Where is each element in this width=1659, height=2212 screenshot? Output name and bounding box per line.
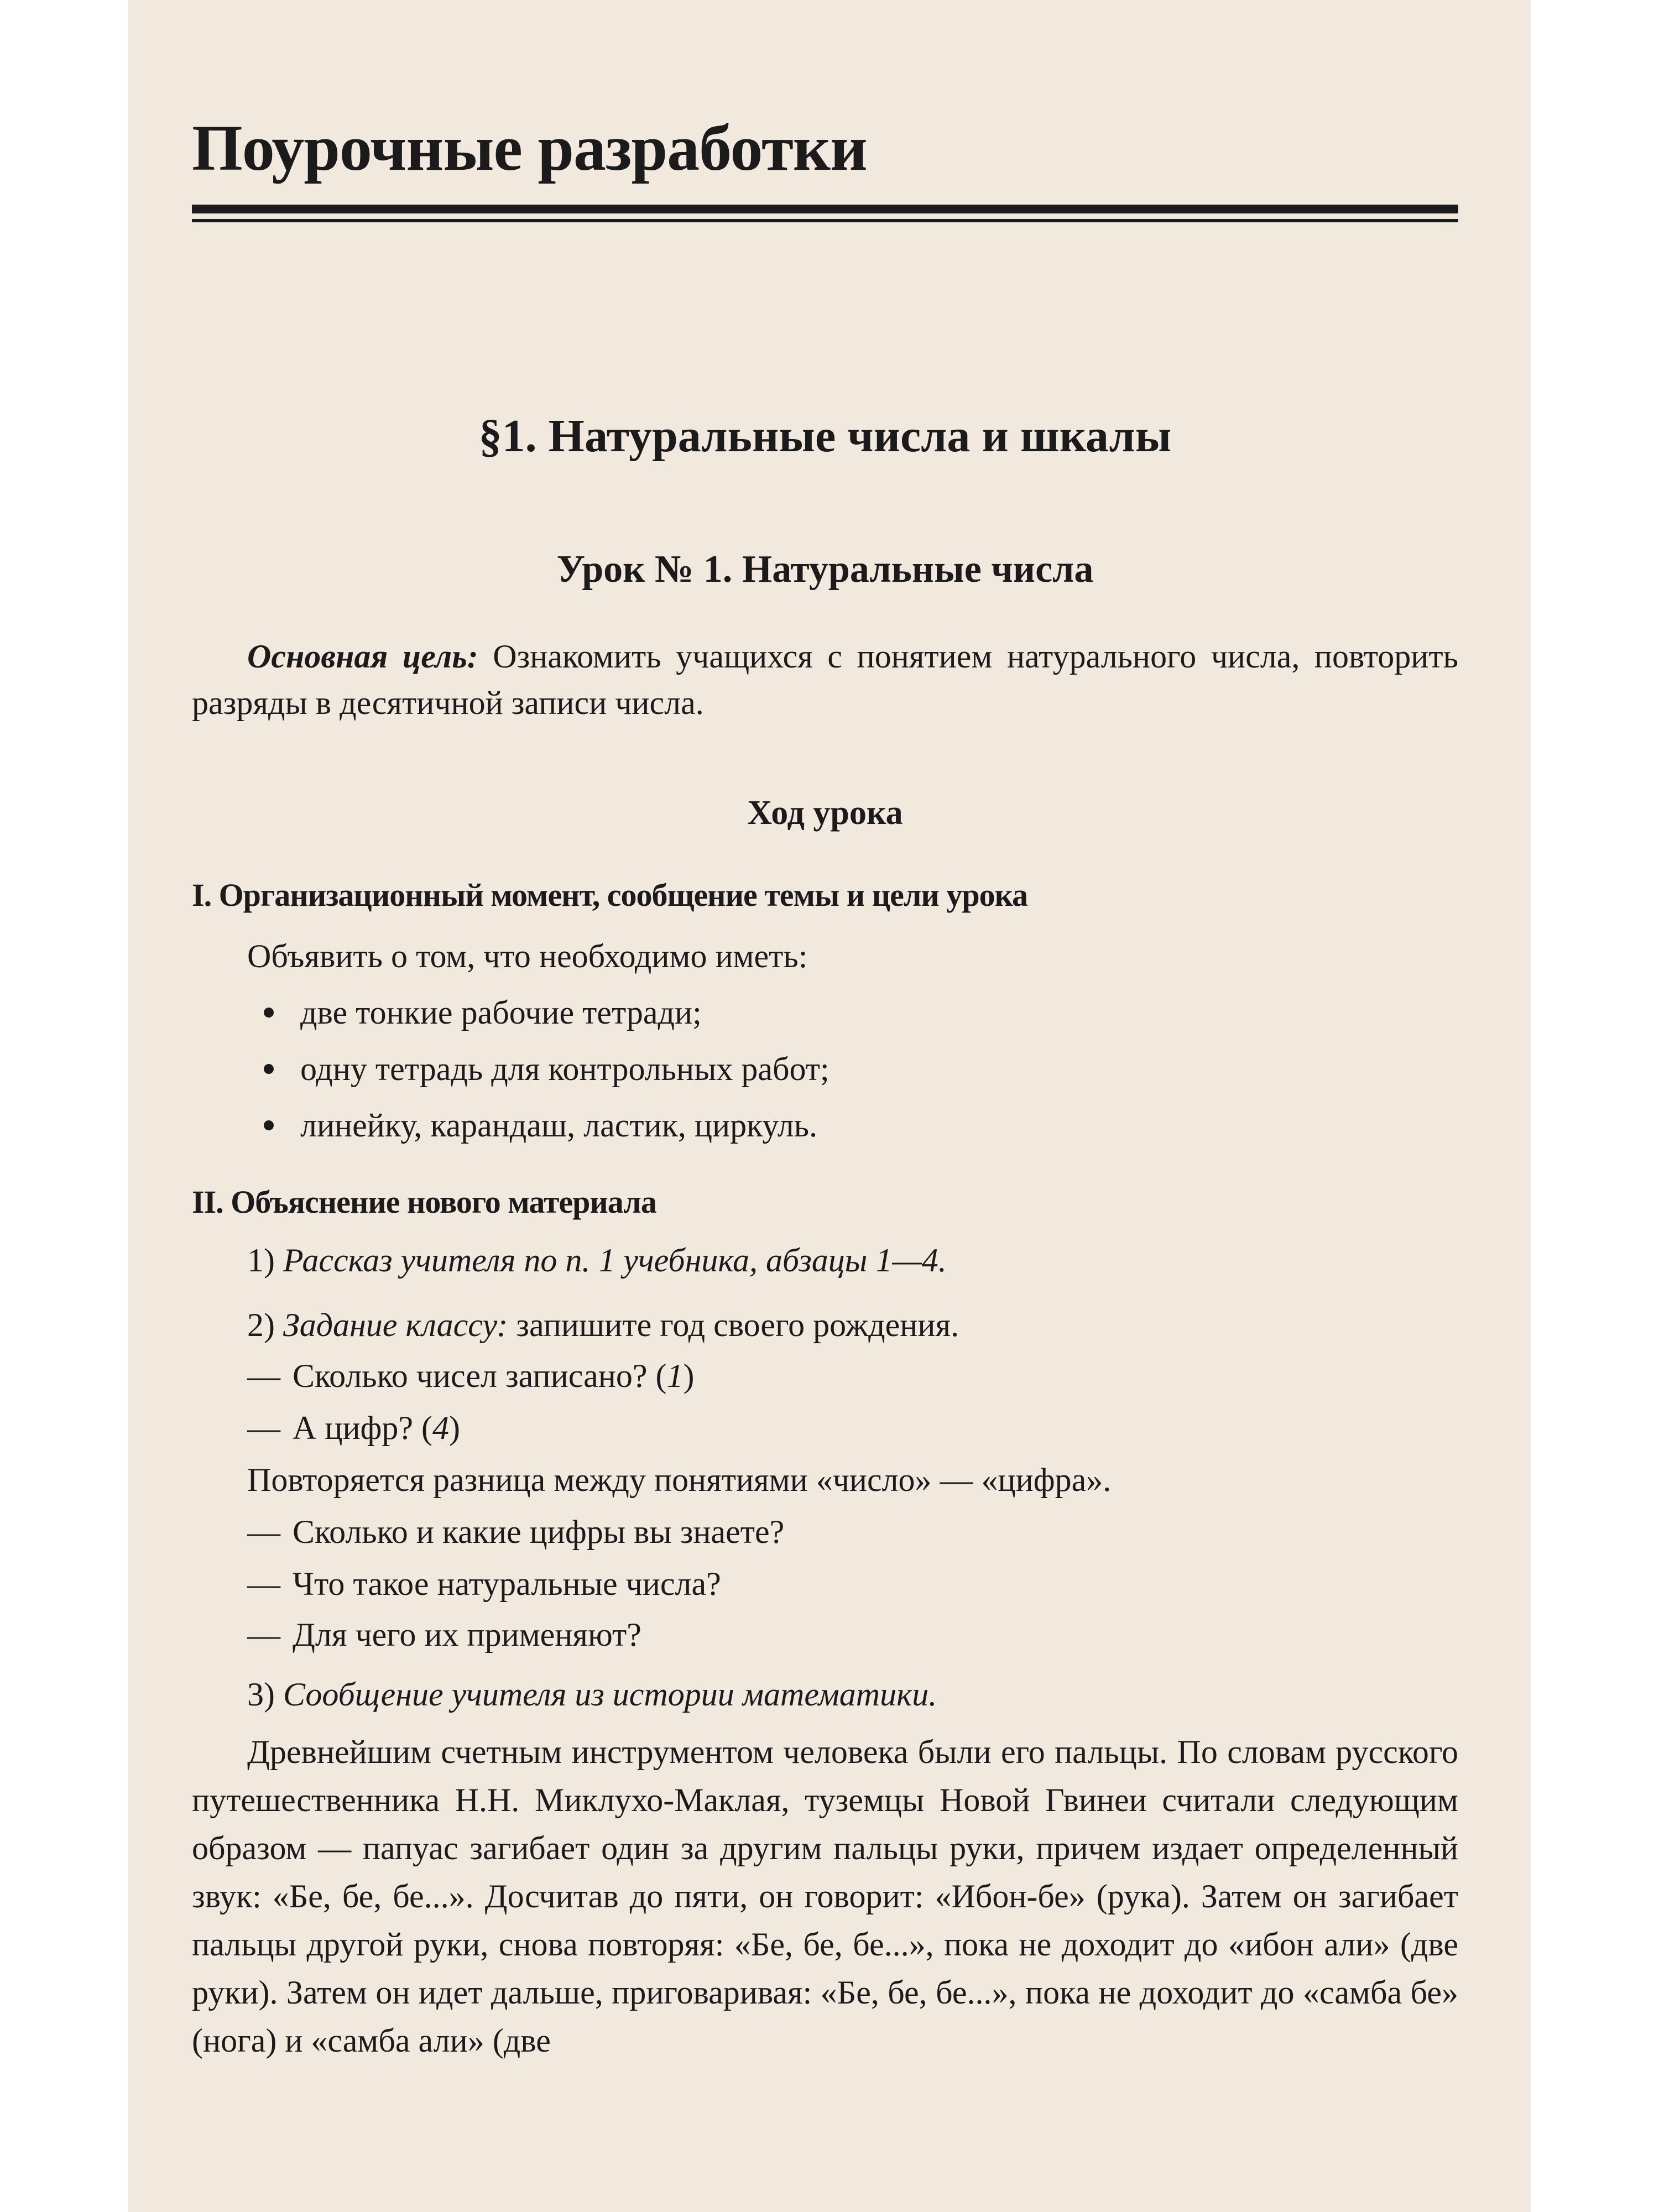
step-1-number: 1) (247, 1242, 275, 1279)
step-1-text: Рассказ учителя по п. 1 учебника, абзацы 1—4. (283, 1242, 947, 1279)
list-item (264, 1107, 817, 1145)
question-text: Сколько и какие цифры вы знаете? (293, 1514, 785, 1550)
dash: — (247, 1514, 280, 1550)
question-line (247, 1565, 721, 1603)
list-item-text: две тонкие рабочие тетради; (300, 994, 702, 1031)
step-1 (247, 1241, 947, 1280)
question-close: ) (683, 1358, 695, 1394)
step-3-number: 3) (247, 1676, 275, 1713)
question-line (247, 1513, 784, 1551)
dash: — (247, 1566, 280, 1602)
step-3-text: Сообщение учителя из истории математики. (283, 1676, 937, 1713)
list-item (264, 1050, 830, 1088)
dash: — (247, 1410, 280, 1446)
goal-label: Основная цель: (247, 638, 478, 675)
book-page (128, 0, 1531, 2212)
question-text: Для чего их применяют? (293, 1616, 641, 1653)
step-3 (247, 1676, 937, 1714)
running-head: Поурочные разработки (192, 112, 867, 184)
header-rule-thin (192, 219, 1458, 222)
step-2 (247, 1306, 959, 1344)
repeat-line: Повторяется разница между понятиями «число» — «цифра». (247, 1462, 1112, 1498)
step-2-text: запишите год своего рождения. (516, 1307, 959, 1343)
dash: — (247, 1616, 280, 1653)
part1-heading: I. Организационный момент, сообщение темы и цели урока (192, 877, 1028, 913)
question-line (247, 1616, 641, 1654)
section-title: §1. Натуральные числа и шкалы (478, 410, 1172, 462)
lesson-title: Урок № 1. Натуральные числа (556, 548, 1094, 591)
question-line (247, 1357, 694, 1395)
question-text: А цифр? ( (293, 1410, 433, 1446)
part1-intro: Объявить о том, что необходимо иметь: (247, 938, 808, 974)
question-text: Сколько чисел записано? ( (293, 1358, 667, 1394)
question-answer: 1 (666, 1358, 684, 1394)
course-title: Ход урока (747, 794, 903, 832)
list-item-text: линейку, карандаш, ластик, циркуль. (300, 1107, 818, 1144)
header-rule-thick (192, 205, 1458, 213)
step-2-number: 2) (247, 1307, 275, 1343)
bullet-icon (264, 1064, 274, 1074)
list-item (264, 994, 702, 1032)
goal-text: Ознакомить учащихся с понятием натурального числа, повторить разряды в десятичной записи числа. (192, 638, 1458, 721)
question-line (247, 1409, 460, 1447)
list-item-text: одну тетрадь для контрольных работ; (300, 1051, 830, 1087)
dash: — (247, 1358, 280, 1394)
part2-heading: II. Объяснение нового материала (192, 1184, 656, 1220)
history-paragraph: Древнейшим счетным инструментом человека были его пальцы. По словам русского путешественника Н.Н. Миклухо-Маклая, туземцы Новой Гвинеи считали следующим образом — папуас загибает один за другим пальцы руки, причем издает определенный звук: «Бе, бе, бе...». Досчитав до пяти, он говорит: «Ибон-бе» (рука). Затем он загибает пальцы другой руки, снова повторяя: «Бе, бе, бе...», пока не доходит до «ибон али» (две руки). Затем он идет дальше, приговаривая: «Бе, бе, бе...», пока не доходит до «самба бе» (нога) и «самба али» (две (192, 1734, 1458, 2059)
bullet-icon (264, 1008, 274, 1018)
bullet-icon (264, 1120, 274, 1130)
question-close: ) (449, 1410, 461, 1446)
step-2-label: Задание классу: (283, 1307, 508, 1343)
lesson-goal (192, 633, 1458, 726)
question-answer: 4 (432, 1410, 450, 1446)
question-text: Что такое натуральные числа? (293, 1566, 721, 1602)
